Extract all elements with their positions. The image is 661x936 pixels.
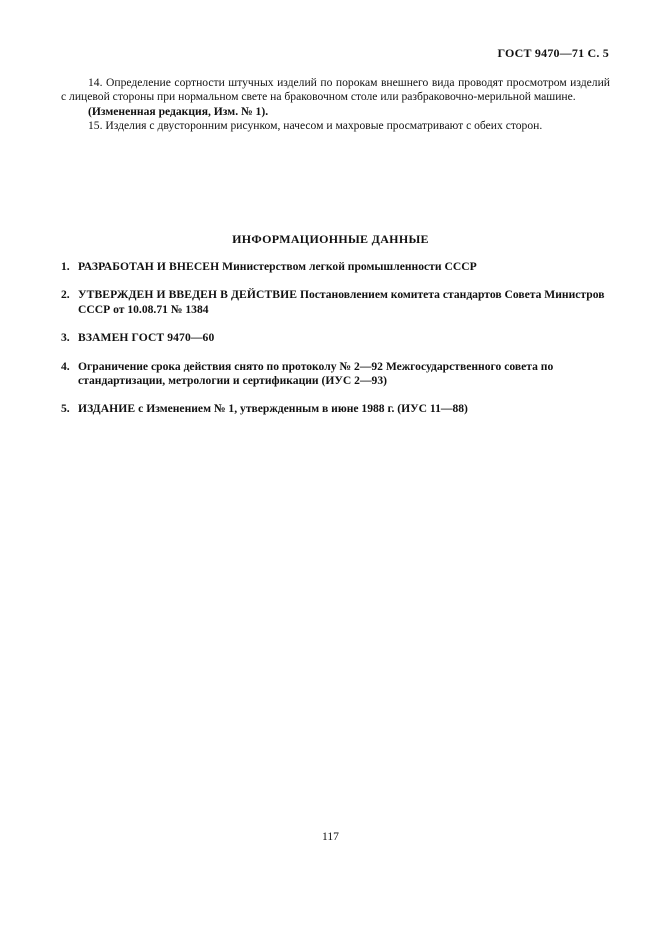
info-item-number: 1. (61, 260, 70, 273)
info-item-body: с Изменением № 1, утвержденным в июне 1988 г. (ИУС 11—88) (135, 402, 468, 416)
info-item-2 (61, 288, 610, 317)
running-header: ГОСТ 9470—71 С. 5 (497, 46, 609, 60)
info-item-caps: РАЗРАБОТАН И ВНЕСЕН (78, 260, 220, 273)
info-item-1 (61, 260, 610, 274)
info-item-caps: УТВЕРЖДЕН И ВВЕДЕН В ДЕЙСТВИЕ (78, 288, 298, 302)
info-item-body: Ограничение срока действия снято по протоколу № 2—92 Межгосударственного совета по стандартизации, метрологии и сертификации (ИУС 2—93) (78, 359, 554, 388)
info-item-4 (61, 360, 610, 389)
info-item-text (78, 260, 610, 274)
info-item-body: Постановлением комитета стандартов Совета Министров СССР от 10.08.71 № 1384 (78, 288, 605, 316)
info-item-number: 5. (61, 402, 70, 416)
info-item-body: Министерством легкой промышленности СССР (219, 260, 477, 273)
amendment-note: (Измененная редакция, Изм. № 1). (88, 104, 269, 118)
section-title: ИНФОРМАЦИОННЫЕ ДАННЫЕ (232, 232, 429, 246)
clause-15: 15. Изделия с двусторонним рисунком, начесом и махровые просматривают с обеих сторон. (88, 119, 543, 133)
info-item-caps: ИЗДАНИЕ (78, 402, 136, 416)
info-item-3 (61, 331, 610, 345)
info-item-number: 4. (61, 359, 70, 373)
info-item-caps: ВЗАМЕН ГОСТ 9470—60 (78, 331, 215, 345)
info-list (61, 260, 610, 417)
info-item-text (78, 288, 610, 317)
page-number: 117 (322, 830, 339, 843)
info-item-text (78, 360, 610, 389)
info-item-text (78, 331, 610, 345)
clauses-block (61, 76, 610, 134)
info-item-text (78, 402, 610, 416)
info-item-5 (61, 402, 610, 416)
info-item-number: 2. (61, 288, 70, 302)
info-item-number: 3. (61, 331, 70, 345)
clause-14: 14. Определение сортности штучных изделий по порокам внешнего вида проводят просмотром изделий с лицевой стороны при нормальном свете на браковочном столе или разбраковочно-мерильной машине. (61, 76, 610, 104)
